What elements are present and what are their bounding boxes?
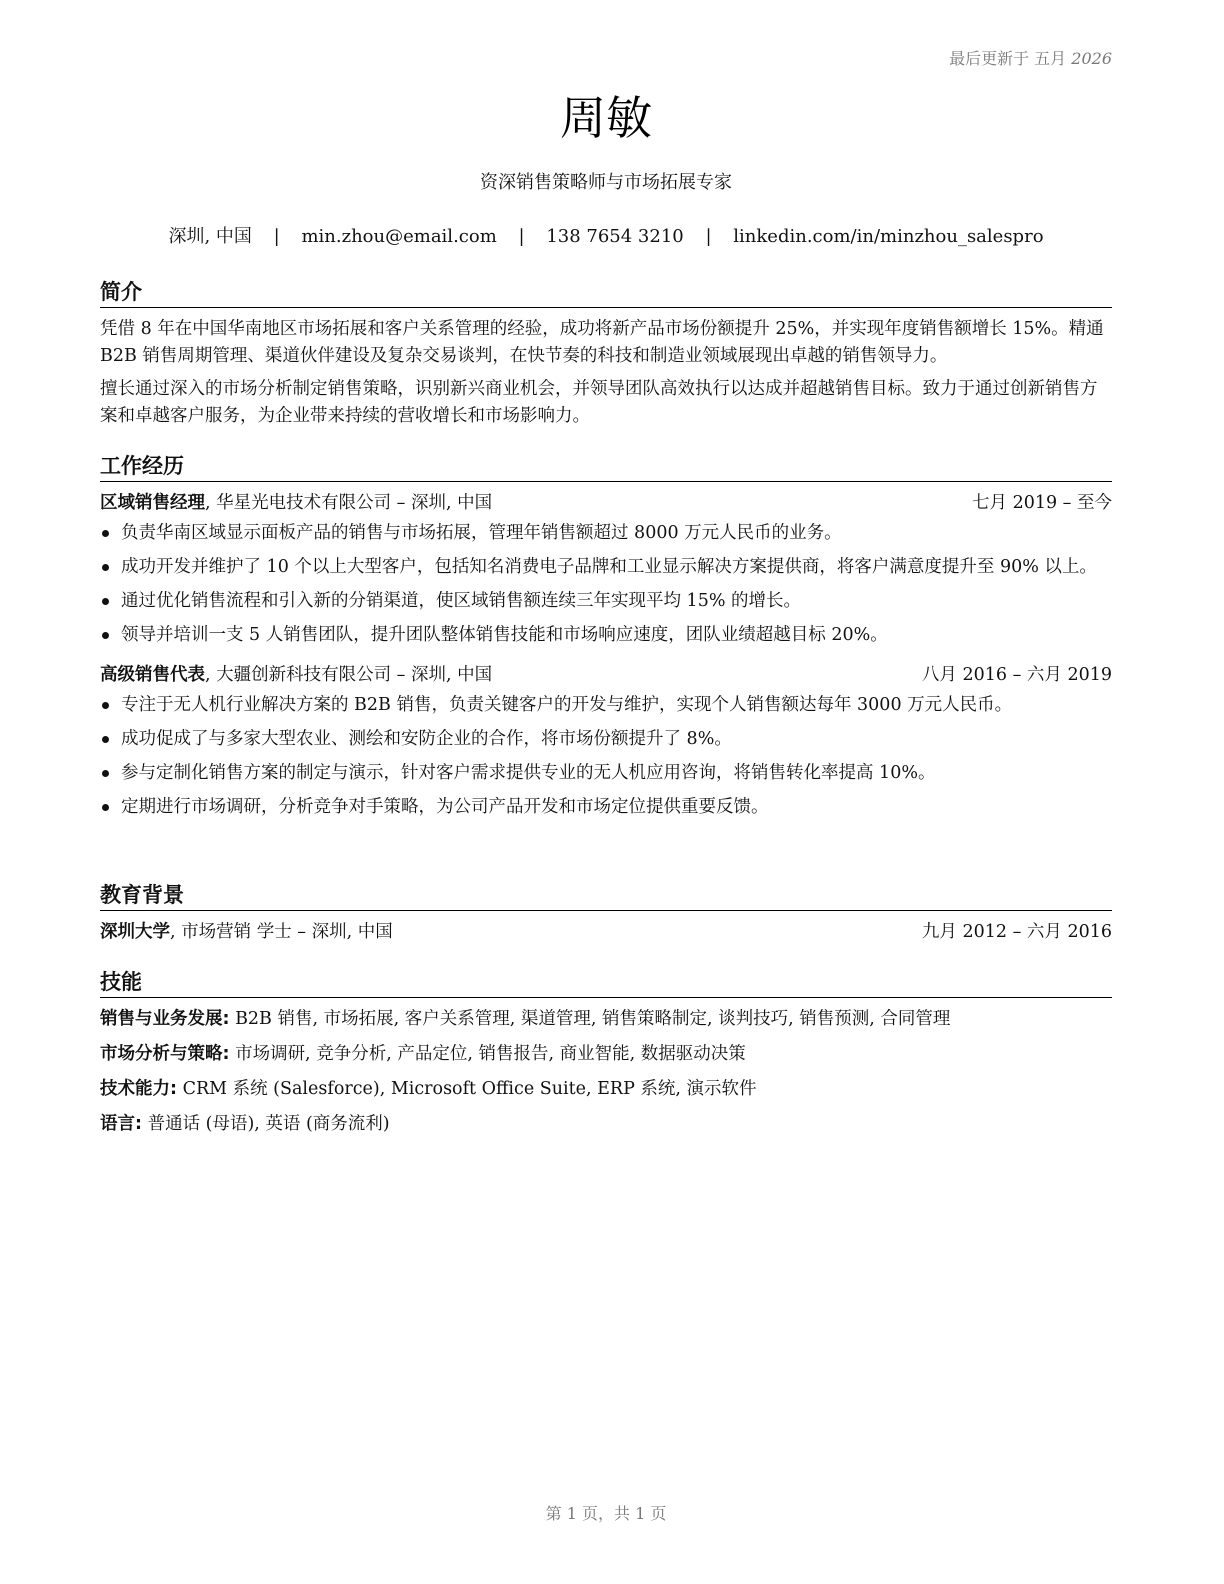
education-title-line: [100, 919, 393, 945]
list-item: 成功促成了与多家大型农业、测绘和安防企业的合作，将市场份额提升了 8%。: [100, 726, 1112, 752]
candidate-name: 周敏: [560, 91, 652, 145]
last-updated-prefix: 最后更新于: [949, 49, 1030, 68]
summary-paragraph: 凭借 8 年在中国华南地区市场拓展和客户关系管理的经验，成功将新产品市场份额提升 25%，并实现年度销售额增长 15%。精通B2B 销售周期管理、渠道伙伴建设及复杂交易谈判，在快节奏的科技和制造业领域展现出卓越的销售领导力。: [100, 319, 1104, 366]
contact-email[interactable]: min.zhou@email.com: [301, 226, 497, 247]
skill-line: [100, 1111, 1112, 1137]
skill-category: 技术能力:: [100, 1079, 177, 1099]
contact-separator: |: [273, 226, 280, 247]
education-entry: [100, 919, 1112, 945]
skills-section: [100, 968, 1112, 1146]
last-updated-year: 2026: [1071, 49, 1112, 68]
skill-items: CRM 系统 (Salesforce), Microsoft Office Suite, ERP 系统, 演示软件: [177, 1079, 757, 1099]
job-role: 高级销售代表: [100, 665, 205, 685]
school-name: 深圳大学: [100, 922, 170, 942]
skill-line: [100, 1076, 1112, 1102]
section-title-experience: 工作经历: [100, 452, 1112, 482]
list-item: 负责华南区域显示面板产品的销售与市场拓展，管理年销售额超过 8000 万元人民币的业务。: [100, 520, 1112, 546]
experience-section: [100, 452, 1112, 828]
skill-category: 销售与业务发展:: [100, 1009, 230, 1029]
contact-location: 深圳, 中国: [168, 226, 252, 247]
job-title-line: [100, 662, 492, 688]
resume-page: [100, 0, 1112, 1584]
section-title-education: 教育背景: [100, 881, 1112, 911]
contact-separator: |: [518, 226, 525, 247]
education-detail: , 市场营销 学士 – 深圳, 中国: [170, 922, 393, 942]
list-item: 通过优化销售流程和引入新的分销渠道，使区域销售额连续三年实现平均 15% 的增长。: [100, 588, 1112, 614]
job-dates: 八月 2016 – 六月 2019: [921, 665, 1112, 685]
list-item: 定期进行市场调研，分析竞争对手策略，为公司产品开发和市场定位提供重要反馈。: [100, 794, 1112, 820]
page-footer: 第 1 页，共 1 页: [545, 1504, 667, 1523]
job-bullets: [100, 692, 1112, 820]
contact-linkedin[interactable]: linkedin.com/in/minzhou_salespro: [733, 226, 1044, 247]
summary-paragraph: 擅长通过深入的市场分析制定销售策略，识别新兴商业机会，并领导团队高效执行以达成并超越销售目标。致力于通过创新销售方案和卓越客户服务，为企业带来持续的营收增长和市场影响力。: [100, 379, 1098, 426]
job-header: [100, 490, 1112, 516]
education-section: [100, 881, 1112, 949]
skill-items: 市场调研, 竞争分析, 产品定位, 销售报告, 商业智能, 数据驱动决策: [229, 1044, 746, 1064]
job-entry: [100, 490, 1112, 648]
job-org: , 大疆创新科技有限公司 – 深圳, 中国: [205, 665, 493, 685]
job-dates: 七月 2019 – 至今: [972, 493, 1112, 513]
last-updated-month: 五月: [1034, 49, 1067, 68]
job-header: [100, 662, 1112, 688]
summary-section: [100, 278, 1112, 436]
list-item: 参与定制化销售方案的制定与演示，针对客户需求提供专业的无人机应用咨询，将销售转化率提高 10%。: [100, 760, 1112, 786]
last-updated: [949, 46, 1112, 69]
list-item: 专注于无人机行业解决方案的 B2B 销售，负责关键客户的开发与维护，实现个人销售额达每年 3000 万元人民币。: [100, 692, 1112, 718]
contact-phone: 138 7654 3210: [546, 226, 684, 247]
job-title-line: [100, 490, 492, 516]
section-title-skills: 技能: [100, 968, 1112, 998]
candidate-subtitle: 资深销售策略师与市场拓展专家: [480, 172, 732, 193]
job-bullets: [100, 520, 1112, 648]
skill-line: [100, 1006, 1112, 1032]
list-item: 领导并培训一支 5 人销售团队，提升团队整体销售技能和市场响应速度，团队业绩超越目标 20%。: [100, 622, 1112, 648]
skill-items: B2B 销售, 市场拓展, 客户关系管理, 渠道管理, 销售策略制定, 谈判技巧, 销售预测, 合同管理: [229, 1009, 951, 1029]
job-role: 区域销售经理: [100, 493, 205, 513]
education-dates: 九月 2012 – 六月 2016: [921, 922, 1112, 942]
contact-line: [100, 224, 1112, 250]
skill-category: 市场分析与策略:: [100, 1044, 230, 1064]
skill-line: [100, 1041, 1112, 1067]
job-entry: [100, 662, 1112, 820]
skill-category: 语言:: [100, 1114, 142, 1134]
job-org: , 华星光电技术有限公司 – 深圳, 中国: [205, 493, 493, 513]
section-title-summary: 简介: [100, 278, 1112, 308]
skill-items: 普通话 (母语), 英语 (商务流利): [142, 1114, 390, 1134]
contact-separator: |: [705, 226, 712, 247]
list-item: 成功开发并维护了 10 个以上大型客户，包括知名消费电子品牌和工业显示解决方案提供商，将客户满意度提升至 90% 以上。: [100, 554, 1112, 580]
